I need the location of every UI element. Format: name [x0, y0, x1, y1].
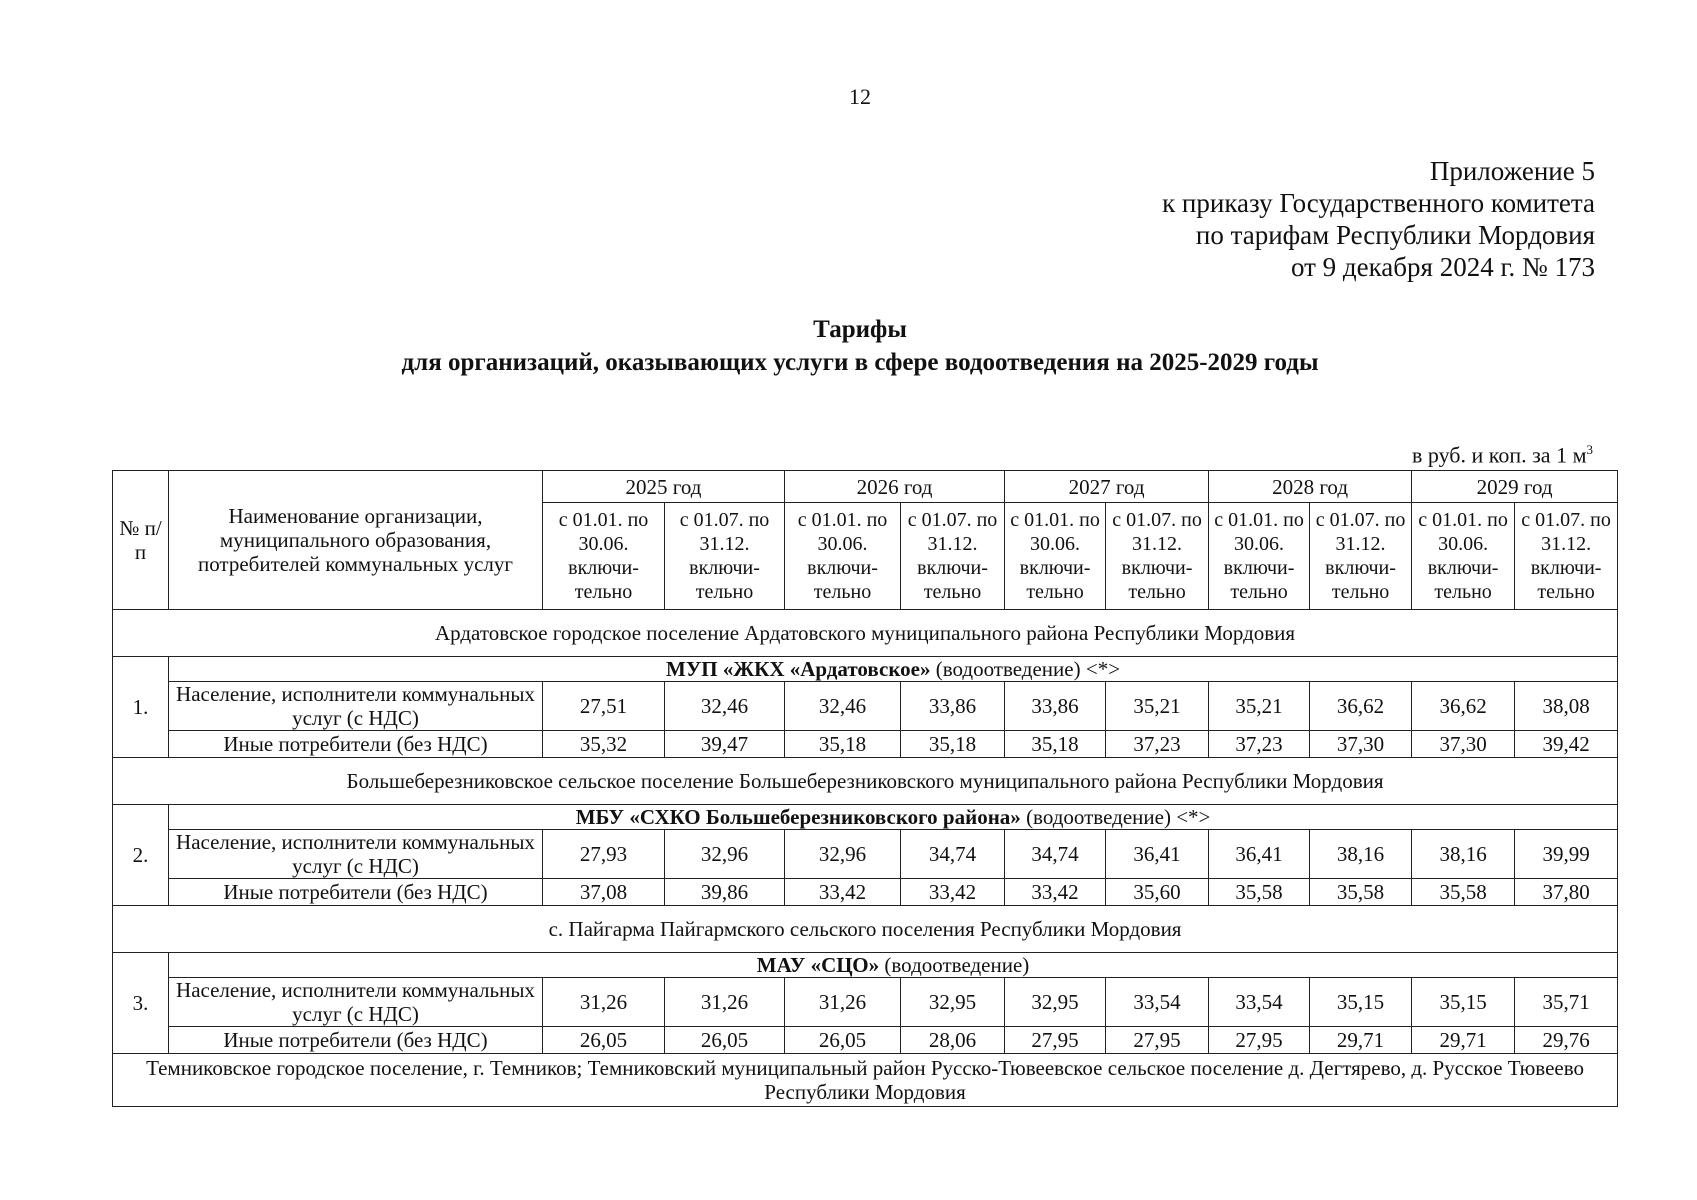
organization-cell — [169, 657, 1618, 682]
tariff-value: 37,80 — [1515, 879, 1618, 906]
appendix-line: от 9 декабря 2024 г. № 173 — [1290, 252, 1595, 282]
units-superscript: 3 — [1586, 442, 1593, 457]
tariff-value: 26,05 — [543, 1027, 665, 1054]
consumer-label: Население, исполнители коммунальных услуг (с НДС) — [169, 830, 543, 879]
tariff-value: 35,71 — [1515, 978, 1618, 1027]
tariff-value: 33,54 — [1209, 978, 1310, 1027]
tariff-value: 32,96 — [665, 830, 785, 879]
organization-name: МУП «ЖКХ «Ардатовское» — [666, 657, 931, 681]
section-title-row — [113, 906, 1618, 953]
tariff-value: 33,86 — [901, 682, 1005, 731]
organization-name: МАУ «СЦО» — [756, 953, 880, 977]
appendix-line: по тарифам Республики Мордовия — [1195, 220, 1595, 250]
other-consumers-row — [113, 879, 1618, 906]
row-number: 3. — [113, 953, 169, 1054]
tariff-value: 35,18 — [785, 731, 901, 758]
header-year: 2029 год — [1412, 471, 1618, 503]
header-period: с 01.07. по 31.12. включи- тельно — [1106, 503, 1209, 610]
tariff-value: 35,58 — [1310, 879, 1412, 906]
row-number: 1. — [113, 657, 169, 758]
tariff-value: 35,21 — [1106, 682, 1209, 731]
consumer-label: Иные потребители (без НДС) — [169, 731, 543, 758]
tariff-value: 35,15 — [1412, 978, 1515, 1027]
tariff-value: 37,23 — [1106, 731, 1209, 758]
organization-name: МБУ «СХКО Большеберезниковского района» — [575, 805, 1021, 829]
tariff-value: 35,18 — [1005, 731, 1106, 758]
header-period: с 01.07. по 31.12. включи- тельно — [1515, 503, 1618, 610]
section-title: Большеберезниковское сельское поселение Большеберезниковского муниципального района Республики Мордовия — [113, 758, 1618, 805]
tariff-value: 29,71 — [1310, 1027, 1412, 1054]
tariff-value: 35,15 — [1310, 978, 1412, 1027]
tariff-value: 37,08 — [543, 879, 665, 906]
tariff-value: 33,42 — [785, 879, 901, 906]
population-row — [113, 978, 1618, 1027]
header-row-years — [113, 471, 1618, 503]
tariff-value: 39,42 — [1515, 731, 1618, 758]
consumer-label: Иные потребители (без НДС) — [169, 879, 543, 906]
tariffs-table — [112, 470, 1618, 1107]
organization-cell — [169, 953, 1618, 978]
title-line: Тарифы — [813, 316, 907, 343]
tariff-value: 31,26 — [543, 978, 665, 1027]
tariff-value: 35,21 — [1209, 682, 1310, 731]
section-title: Темниковское городское поселение, г. Темников; Темниковский муниципальный район Русско-Тювеевское сельское поселение д. Дегтярево, д. Русское Тювеево Республики Мордовия — [113, 1054, 1618, 1107]
organization-cell — [169, 805, 1618, 830]
tariff-value: 36,62 — [1412, 682, 1515, 731]
tariff-value: 32,46 — [785, 682, 901, 731]
tariff-value: 32,95 — [1005, 978, 1106, 1027]
title-line: для организаций, оказывающих услуги в сфере водоотведения на 2025-2029 годы — [401, 349, 1319, 376]
header-period: с 01.01. по 30.06. включи- тельно — [543, 503, 665, 610]
tariff-value: 35,32 — [543, 731, 665, 758]
organization-service: (водоотведение) <*> — [930, 657, 1121, 681]
header-period: с 01.01. по 30.06. включи- тельно — [785, 503, 901, 610]
appendix-line: к приказу Государственного комитета — [1162, 188, 1595, 218]
header-name: Наименование организации, муниципального образования, потребителей коммунальных услуг — [169, 471, 543, 610]
header-period: с 01.07. по 31.12. включи- тельно — [1310, 503, 1412, 610]
tariff-value: 38,16 — [1412, 830, 1515, 879]
consumer-label: Население, исполнители коммунальных услуг (с НДС) — [169, 978, 543, 1027]
units-note — [1412, 442, 1593, 468]
header-period: с 01.01. по 30.06. включи- тельно — [1412, 503, 1515, 610]
tariff-value: 32,46 — [665, 682, 785, 731]
header-year: 2026 год — [785, 471, 1005, 503]
tariff-value: 37,30 — [1412, 731, 1515, 758]
header-year: 2027 год — [1005, 471, 1209, 503]
section-title: Ардатовское городское поселение Ардатовского муниципального района Республики Мордовия — [113, 610, 1618, 657]
population-row — [113, 830, 1618, 879]
section-title-row — [113, 758, 1618, 805]
header-year: 2028 год — [1209, 471, 1412, 503]
consumer-label: Иные потребители (без НДС) — [169, 1027, 543, 1054]
tariff-value: 36,62 — [1310, 682, 1412, 731]
tariff-value: 35,58 — [1209, 879, 1310, 906]
header-period: с 01.07. по 31.12. включи- тельно — [901, 503, 1005, 610]
other-consumers-row — [113, 731, 1618, 758]
header-period: с 01.07. по 31.12. включи- тельно — [665, 503, 785, 610]
tariff-value: 34,74 — [1005, 830, 1106, 879]
units-text: в руб. и коп. за 1 м — [1412, 442, 1587, 468]
appendix-block — [1162, 155, 1595, 283]
tariff-value: 26,05 — [785, 1027, 901, 1054]
org-row — [113, 657, 1618, 682]
tariff-value: 27,93 — [543, 830, 665, 879]
tariff-value: 34,74 — [901, 830, 1005, 879]
page-number: 12 — [849, 84, 871, 109]
section-title: с. Пайгарма Пайгармского сельского поселения Республики Мордовия — [113, 906, 1618, 953]
tariff-value: 35,60 — [1106, 879, 1209, 906]
tariff-value: 37,23 — [1209, 731, 1310, 758]
org-row — [113, 805, 1618, 830]
tariff-value: 36,41 — [1209, 830, 1310, 879]
organization-service: (водоотведение) — [879, 953, 1030, 977]
organization-service: (водоотведение) <*> — [1020, 805, 1211, 829]
tariff-value: 33,54 — [1106, 978, 1209, 1027]
tariff-value: 33,86 — [1005, 682, 1106, 731]
tariff-value: 38,08 — [1515, 682, 1618, 731]
tariff-value: 32,96 — [785, 830, 901, 879]
row-number: 2. — [113, 805, 169, 906]
tariff-value: 33,42 — [1005, 879, 1106, 906]
tariff-value: 38,16 — [1310, 830, 1412, 879]
population-row — [113, 682, 1618, 731]
section-title-row — [113, 1054, 1618, 1107]
tariff-value: 37,30 — [1310, 731, 1412, 758]
tariff-value: 26,05 — [665, 1027, 785, 1054]
tariff-value: 39,99 — [1515, 830, 1618, 879]
org-row — [113, 953, 1618, 978]
section-title-row — [113, 610, 1618, 657]
tariff-value: 36,41 — [1106, 830, 1209, 879]
header-period: с 01.01. по 30.06. включи- тельно — [1005, 503, 1106, 610]
other-consumers-row — [113, 1027, 1618, 1054]
header-period: с 01.01. по 30.06. включи- тельно — [1209, 503, 1310, 610]
header-year: 2025 год — [543, 471, 785, 503]
tariff-value: 27,51 — [543, 682, 665, 731]
tariff-value: 29,71 — [1412, 1027, 1515, 1054]
document-title — [0, 313, 1697, 379]
tariff-value: 28,06 — [901, 1027, 1005, 1054]
tariff-value: 31,26 — [785, 978, 901, 1027]
tariff-value: 27,95 — [1106, 1027, 1209, 1054]
consumer-label: Население, исполнители коммунальных услуг (с НДС) — [169, 682, 543, 731]
tariff-value: 39,47 — [665, 731, 785, 758]
tariff-value: 27,95 — [1005, 1027, 1106, 1054]
appendix-line: Приложение 5 — [1429, 156, 1595, 186]
header-num: № п/п — [113, 471, 169, 610]
tariff-value: 29,76 — [1515, 1027, 1618, 1054]
tariff-value: 31,26 — [665, 978, 785, 1027]
tariff-value: 35,18 — [901, 731, 1005, 758]
tariff-value: 39,86 — [665, 879, 785, 906]
tariff-value: 33,42 — [901, 879, 1005, 906]
tariff-value: 27,95 — [1209, 1027, 1310, 1054]
tariff-value: 35,58 — [1412, 879, 1515, 906]
tariff-value: 32,95 — [901, 978, 1005, 1027]
